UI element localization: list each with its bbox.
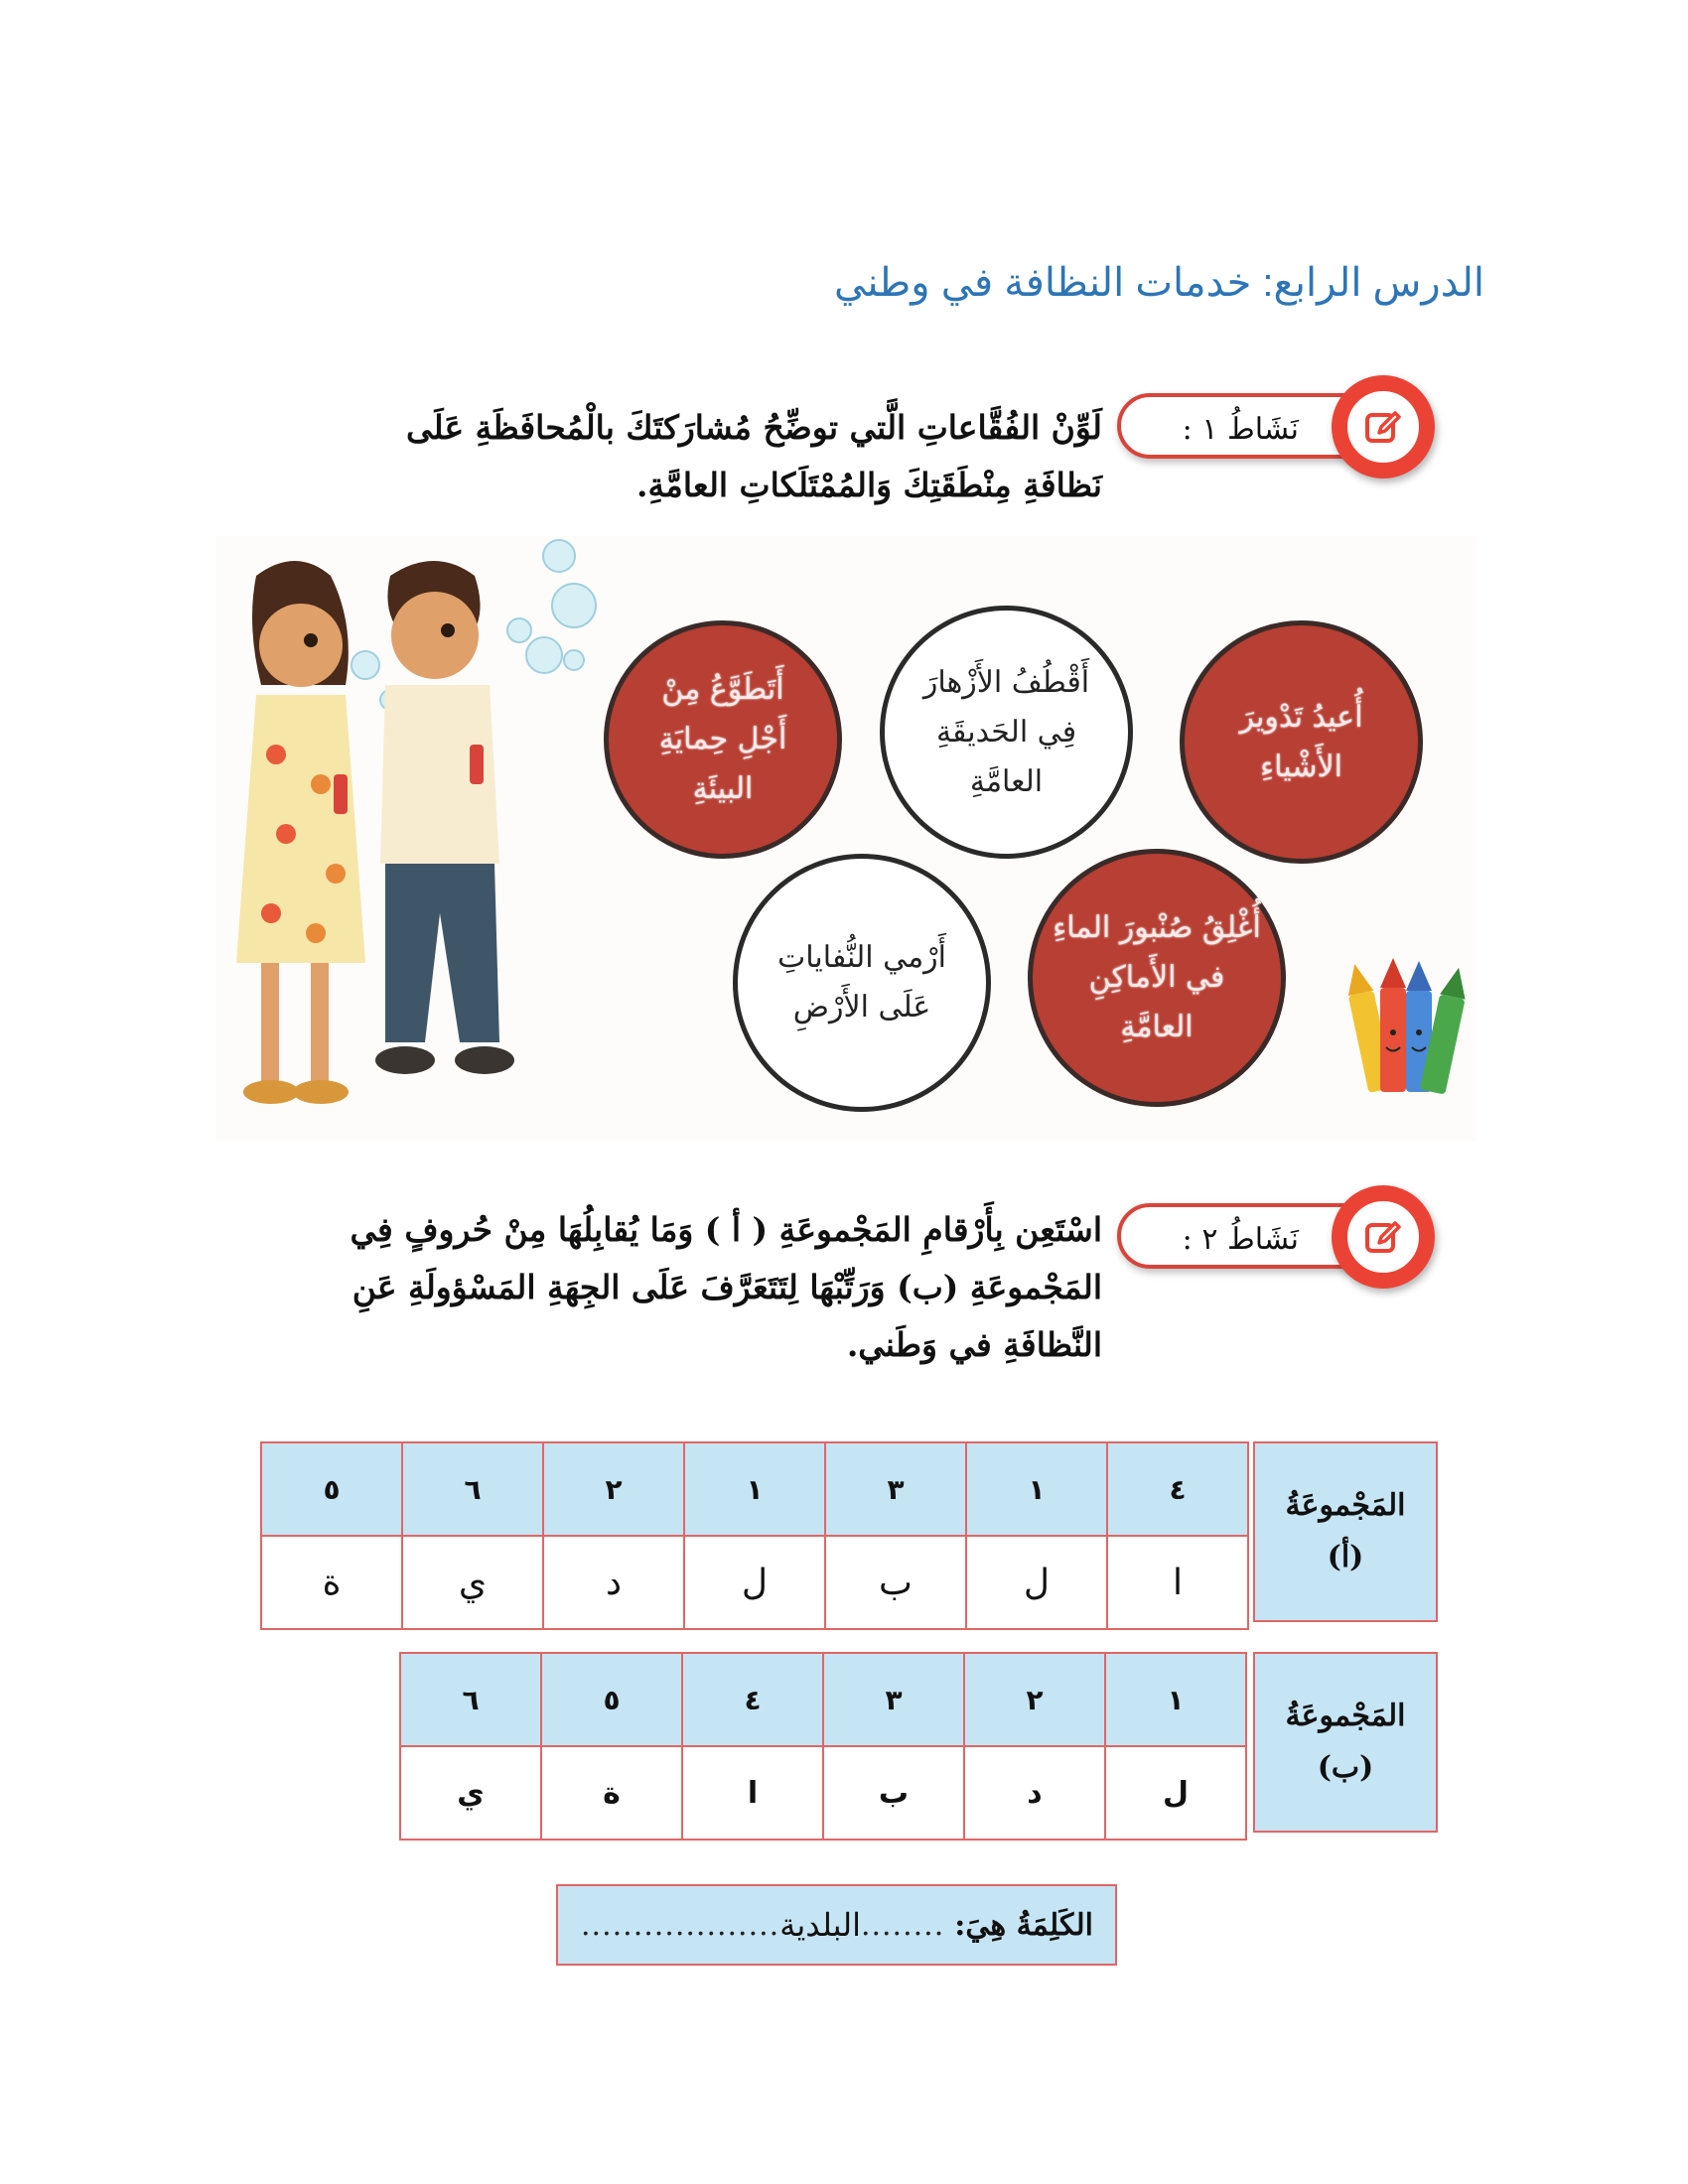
group-a-label-title: المَجْموعَةُ [1285, 1488, 1406, 1523]
group-b-letter-cell: ي [400, 1746, 541, 1840]
group-b-label-letter: (ب) [1317, 1750, 1374, 1785]
group-a-number-cell: ٥ [261, 1442, 402, 1536]
group-b-number-cell: ٥ [541, 1653, 682, 1746]
group-b-letter-cell: د [964, 1746, 1105, 1840]
answer-value[interactable]: البلدية [779, 1906, 861, 1944]
group-b-letter-cell: ل [1105, 1746, 1246, 1840]
activity-2-circle [1332, 1185, 1435, 1289]
answer-label: الكَلِمَةُ هِيَ: [954, 1907, 1093, 1943]
group-a-letters-row [261, 1536, 1248, 1629]
bubble-litter-text: أَرْمي النُّفاياتِ عَلَى الأَرْضِ [776, 940, 946, 1024]
activity-2-badge [1112, 1185, 1435, 1290]
answer-dots-after: ................... [581, 1907, 780, 1943]
bubble-pick-flowers[interactable] [880, 606, 1133, 859]
group-b-letter-cell: ب [823, 1746, 964, 1840]
group-a-letter-cell: ي [402, 1536, 543, 1629]
group-a-numbers-row [261, 1442, 1248, 1536]
group-b-number-cell: ٢ [964, 1653, 1105, 1746]
group-a-number-cell: ٤ [1107, 1442, 1248, 1536]
group-b-number-cell: ٦ [400, 1653, 541, 1746]
group-a-letter-cell: ا [1107, 1536, 1248, 1629]
group-a-number-cell: ١ [966, 1442, 1107, 1536]
bubble-recycle-text: أُعيدُ تَدْويرَ الأَشْياءِ [1239, 699, 1363, 784]
bubble-pick-flowers-text: أَقْطُفُ الأَزْهارَ فِي الحَديقَةِ العامَّةِ [922, 664, 1090, 799]
answer-box[interactable] [556, 1884, 1117, 1966]
group-a-label [1253, 1441, 1438, 1622]
activity-1-scene [216, 536, 1476, 1142]
group-b-number-cell: ٤ [682, 1653, 823, 1746]
group-b-table [399, 1652, 1247, 1841]
bubble-volunteer[interactable] [604, 620, 842, 859]
answer-dots-before: ........ [860, 1907, 945, 1943]
activity-2-instruction: اسْتَعِن بِأَرْقامِ المَجْموعَةِ ( أ ) وَمَا يُقابِلُهَا مِنْ حُروفٍ فِي المَجْموعَةِ (ب) وَرَتِّبْهَا لِتَتَعَرَّفَ عَلَى الجِهَةِ المَسْؤولَةِ عَنِ النَّظافَةِ في وَطَني. [350, 1210, 1102, 1364]
activity-1-label: نَشَاطُ ١ : [1117, 393, 1380, 459]
pencil-edit-icon [1361, 1215, 1405, 1259]
group-b-letter-cell: ة [541, 1746, 682, 1840]
group-b-letter-cell: ا [682, 1746, 823, 1840]
group-a-number-cell: ٦ [402, 1442, 543, 1536]
bubble-volunteer-text: أَتَطَوَّعُ مِنْ أَجْلِ حِمايَةِ البيئَةِ [658, 672, 787, 806]
group-b-label [1253, 1652, 1438, 1833]
group-a-letter-cell: ة [261, 1536, 402, 1629]
activity-1-instruction: لَوِّنْ الفُقَّاعاتِ الَّتي توضِّحُ مُشارَكتَكَ بالْمُحافَظَةِ عَلَى نَظافَةِ مِنْطَقَتِكَ وَالمُمْتَلَكاتِ العامَّةِ. [406, 408, 1102, 504]
crayons-icon [1338, 953, 1468, 1102]
group-a-number-cell: ٣ [825, 1442, 966, 1536]
group-b-numbers-row [400, 1653, 1246, 1746]
children-blowing-bubbles-illustration [216, 536, 614, 1142]
group-a-letter-cell: ل [966, 1536, 1107, 1629]
group-a-letter-cell: د [543, 1536, 684, 1629]
group-a-number-cell: ٢ [543, 1442, 684, 1536]
group-a-label-letter: (أ) [1327, 1540, 1364, 1574]
bubble-close-tap-text: أُغْلِقُ صُنْبورَ الماءِ في الأَماكِنِ العامَّةِ [1053, 910, 1261, 1044]
group-a-letter-cell: ب [825, 1536, 966, 1629]
bubble-recycle[interactable] [1180, 620, 1423, 864]
pencil-edit-icon [1361, 405, 1405, 449]
activity-2-label: نَشَاطُ ٢ : [1117, 1203, 1380, 1269]
group-a-table [260, 1441, 1249, 1630]
activity-1-badge [1112, 375, 1435, 479]
bubble-litter[interactable] [733, 854, 991, 1112]
bubble-close-tap[interactable] [1028, 849, 1286, 1107]
group-b-letters-row [400, 1746, 1246, 1840]
activity-1-circle [1332, 375, 1435, 478]
group-b-number-cell: ١ [1105, 1653, 1246, 1746]
group-a-letter-cell: ل [684, 1536, 825, 1629]
group-a-number-cell: ١ [684, 1442, 825, 1536]
lesson-title: الدرس الرابع: خدمات النظافة في وطني [834, 261, 1484, 305]
group-b-number-cell: ٣ [823, 1653, 964, 1746]
group-b-label-title: المَجْموعَةُ [1285, 1699, 1406, 1733]
